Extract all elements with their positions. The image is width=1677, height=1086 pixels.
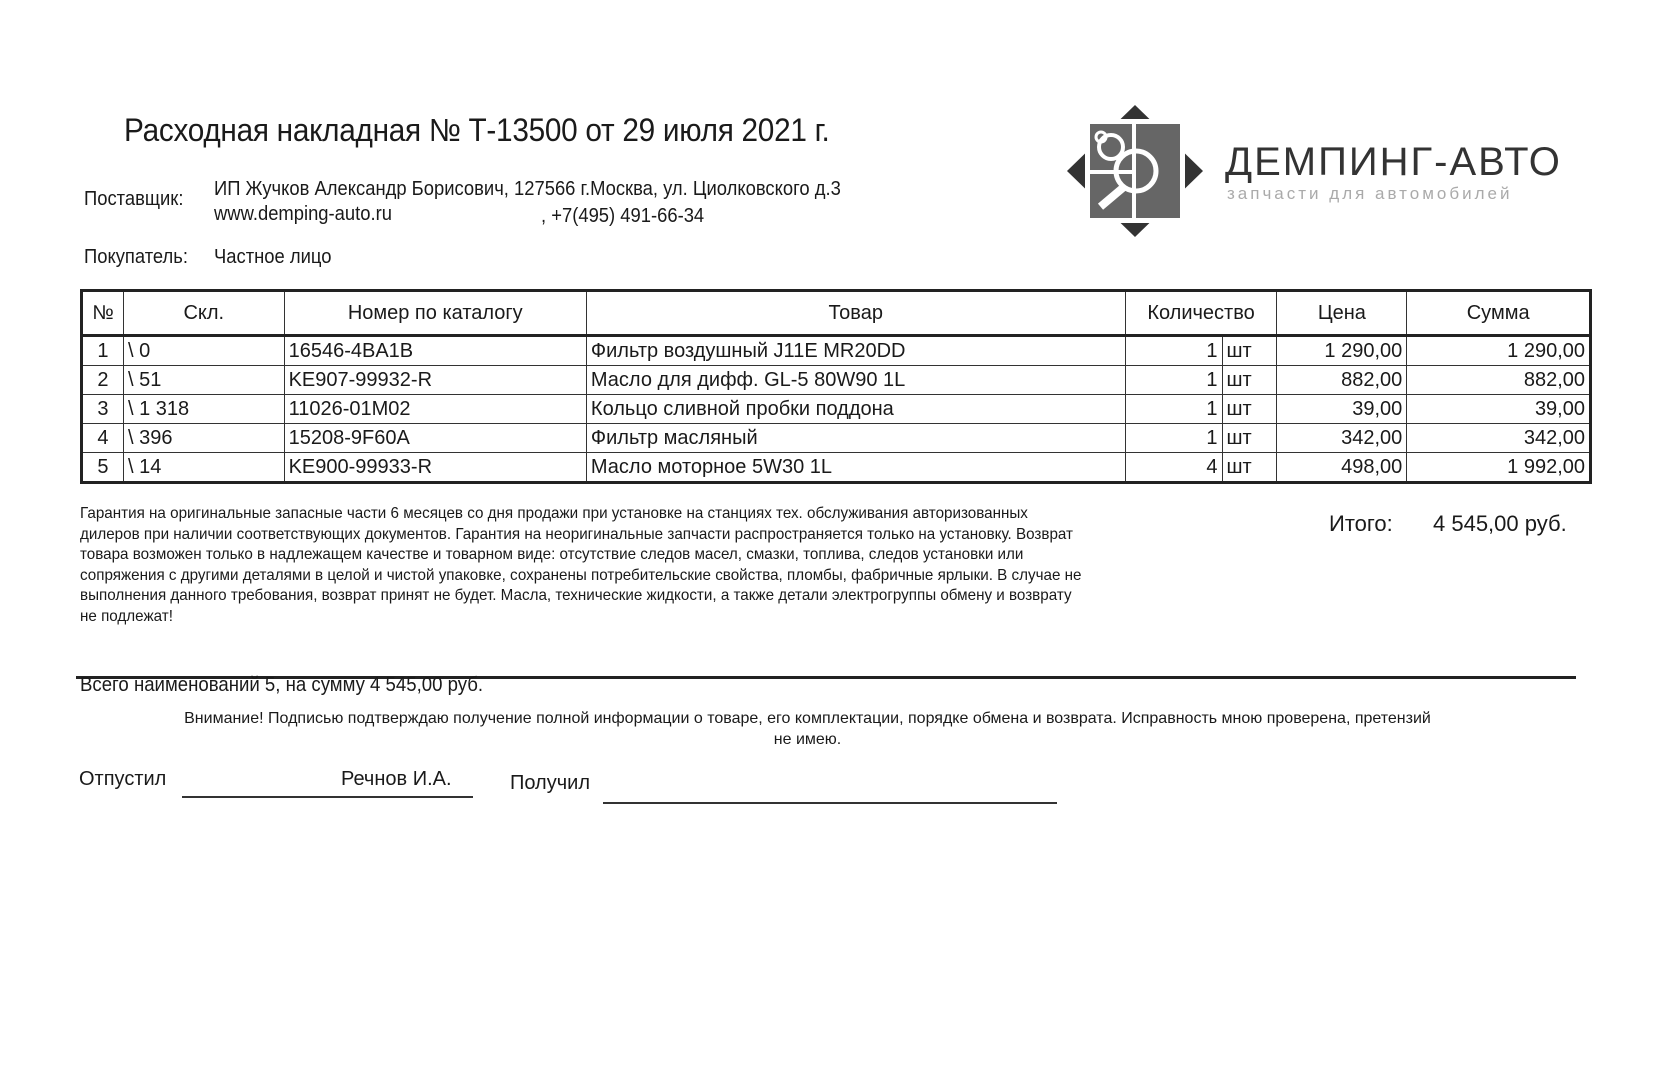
col-catalog: Номер по каталогу — [284, 291, 586, 336]
cell-unit: шт — [1222, 395, 1277, 424]
cell-n: 4 — [82, 424, 124, 453]
cell-item: Фильтр воздушный J11E MR20DD — [586, 336, 1125, 366]
cell-sum: 39,00 — [1407, 395, 1591, 424]
cell-price: 342,00 — [1277, 424, 1407, 453]
cell-unit: шт — [1222, 336, 1277, 366]
cell-catalog: 15208-9F60A — [284, 424, 586, 453]
received-signature-line — [603, 802, 1057, 804]
cell-catalog: KE900-99933-R — [284, 453, 586, 483]
document-title: Расходная накладная № Т-13500 от 29 июля 2021 г. — [124, 112, 830, 148]
cell-n: 1 — [82, 336, 124, 366]
warranty-text: Гарантия на оригинальные запасные части 6 месяцев со дня продажи при установке на станциях тех. обслуживания авторизованных дилеров при наличии соответствующих документов. Гарантия на неоригинальные запчасти распространяется только на установку. Возврат товара возможен только в надлежащем качестве и товарном виде: отсутствие следов масел, смазки, топлива, следов установки или сопряжения с другими деталями в целой и чистой упаковке, сохранены потребительские свойства, пломбы, фабричные ярлыки. В случае не выполнения данного требования, возврат принят не будет. Масла, технические жидкости, а также детали электрогруппы обмену и возврату не подлежат! — [80, 505, 1082, 625]
table-header-row — [82, 291, 1591, 336]
col-sum: Сумма — [1407, 291, 1591, 336]
col-number: № — [82, 291, 124, 336]
table-row — [82, 336, 1591, 366]
supplier-label: Поставщик: — [84, 188, 184, 210]
cell-sum: 342,00 — [1407, 424, 1591, 453]
buyer-value: Частное лицо — [214, 246, 332, 268]
table-row — [82, 453, 1591, 483]
table-row — [82, 424, 1591, 453]
cell-sum: 1 290,00 — [1407, 336, 1591, 366]
cell-sum: 882,00 — [1407, 366, 1591, 395]
col-stock: Скл. — [123, 291, 284, 336]
cell-stock: \ 51 — [123, 366, 284, 395]
released-signature-line — [182, 796, 473, 798]
col-quantity: Количество — [1125, 291, 1277, 336]
brand-name: ДЕМПИНГ-АВТО — [1225, 140, 1562, 184]
cell-price: 39,00 — [1277, 395, 1407, 424]
notice-text: Внимание! Подписью подтверждаю получение полной информации о товаре, его комплектации, порядке обмена и возврата. Исправность мною проверена, претензий не имею. — [184, 710, 1431, 748]
cell-price: 498,00 — [1277, 453, 1407, 483]
cell-item: Кольцо сливной пробки поддона — [586, 395, 1125, 424]
supplier-phone: , +7(495) 491-66-34 — [541, 205, 705, 227]
cell-qty: 1 — [1125, 366, 1222, 395]
cell-unit: шт — [1222, 453, 1277, 483]
received-label: Получил — [510, 772, 590, 794]
cell-item: Масло для дифф. GL-5 80W90 1L — [586, 366, 1125, 395]
cell-price: 1 290,00 — [1277, 336, 1407, 366]
cell-qty: 1 — [1125, 424, 1222, 453]
released-label: Отпустил — [79, 768, 167, 790]
cell-qty: 4 — [1125, 453, 1222, 483]
cell-unit: шт — [1222, 424, 1277, 453]
cell-n: 3 — [82, 395, 124, 424]
items-table — [80, 289, 1592, 484]
cell-price: 882,00 — [1277, 366, 1407, 395]
buyer-label: Покупатель: — [84, 246, 188, 268]
cell-stock: \ 14 — [123, 453, 284, 483]
table-row — [82, 395, 1591, 424]
cell-n: 2 — [82, 366, 124, 395]
brand-tagline: запчасти для автомобилей — [1227, 184, 1513, 203]
cell-catalog: KE907-99932-R — [284, 366, 586, 395]
cell-qty: 1 — [1125, 336, 1222, 366]
cell-item: Масло моторное 5W30 1L — [586, 453, 1125, 483]
cell-unit: шт — [1222, 366, 1277, 395]
total-value: 4 545,00 руб. — [1433, 511, 1567, 536]
company-logo-icon — [1065, 103, 1205, 244]
col-price: Цена — [1277, 291, 1407, 336]
cell-catalog: 11026-01M02 — [284, 395, 586, 424]
cell-stock: \ 0 — [123, 336, 284, 366]
supplier-website: www.demping-auto.ru — [214, 203, 392, 225]
summary-text: Всего наименований 5, на сумму 4 545,00 руб. — [80, 674, 484, 696]
cell-sum: 1 992,00 — [1407, 453, 1591, 483]
supplier-details: ИП Жучков Александр Борисович, 127566 г.Москва, ул. Циолковского д.3 — [214, 178, 841, 200]
released-name: Речнов И.А. — [341, 768, 452, 790]
total-label: Итого: — [1329, 511, 1393, 536]
cell-item: Фильтр масляный — [586, 424, 1125, 453]
col-item: Товар — [586, 291, 1125, 336]
cell-catalog: 16546-4BA1B — [284, 336, 586, 366]
cell-stock: \ 396 — [123, 424, 284, 453]
cell-stock: \ 1 318 — [123, 395, 284, 424]
cell-n: 5 — [82, 453, 124, 483]
table-row — [82, 366, 1591, 395]
cell-qty: 1 — [1125, 395, 1222, 424]
